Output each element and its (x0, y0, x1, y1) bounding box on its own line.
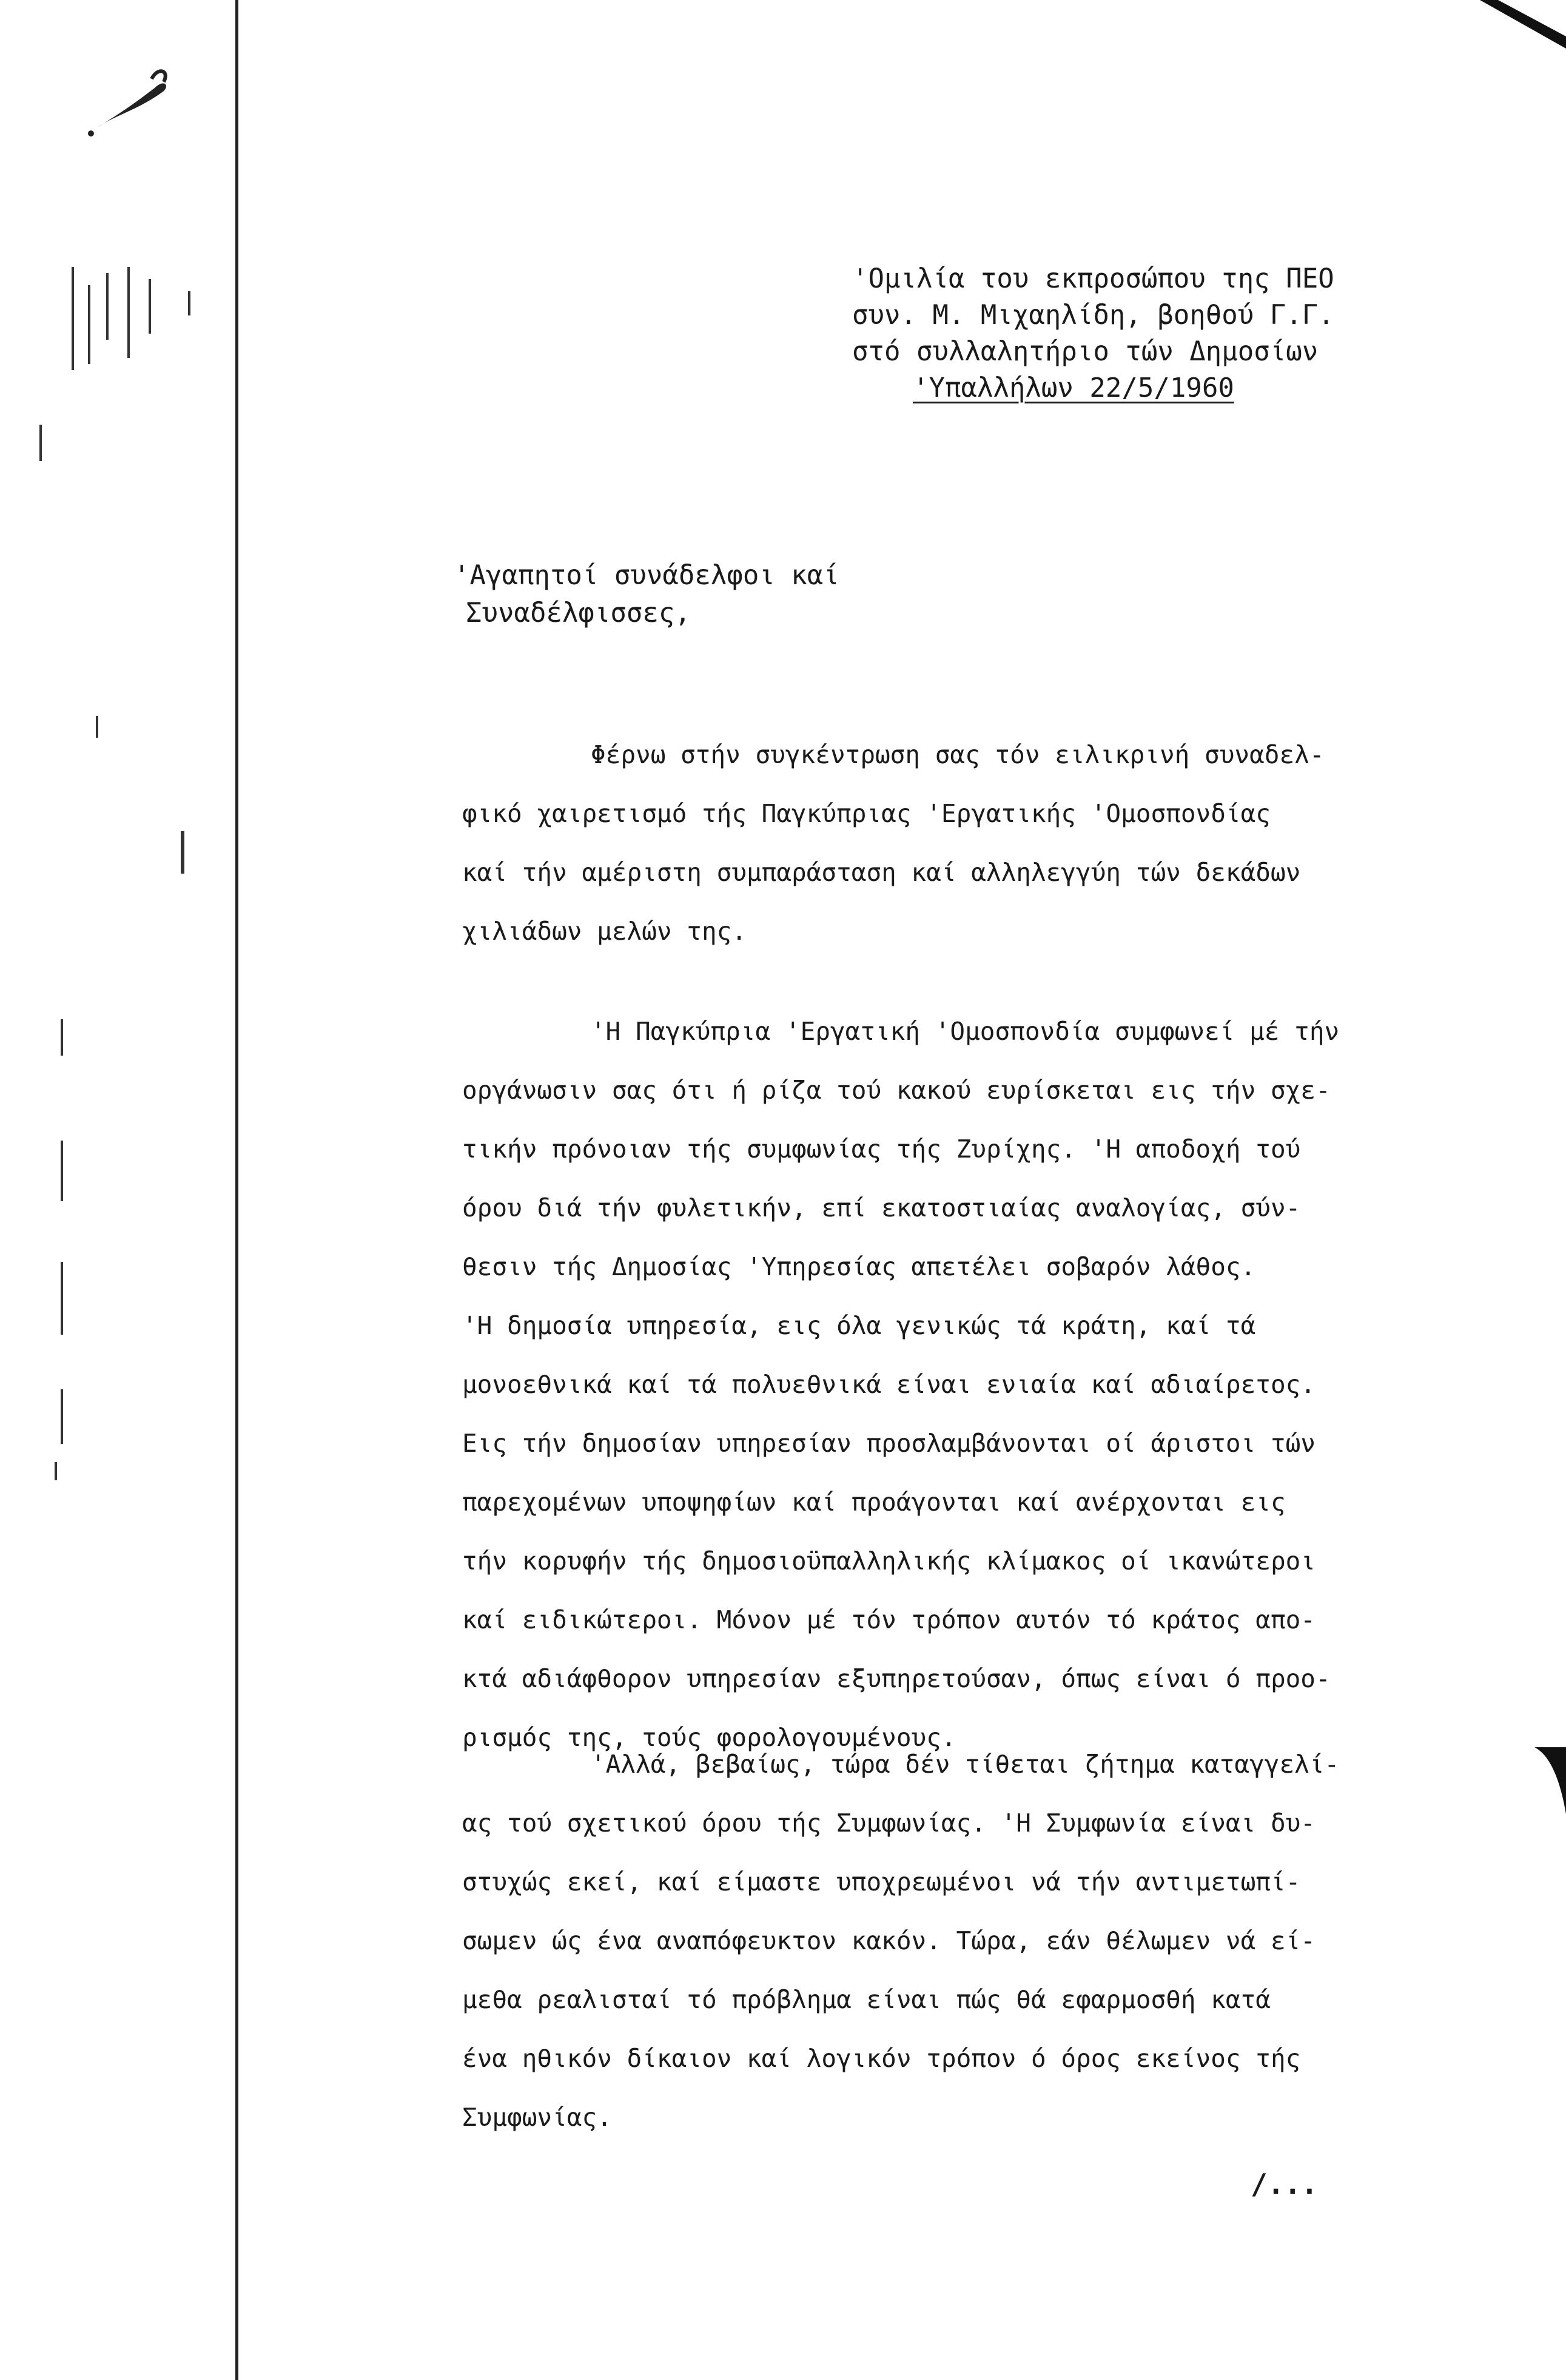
scan-mark (39, 425, 42, 461)
scan-mark (61, 1019, 63, 1056)
text-line: κτά αδιάφθορον υπηρεσίαν εξυπηρετούσαν, όπως είναι ό προο- (462, 1664, 1331, 1693)
text-line: Φέρνω στήν συγκέντρωση σας τόν ειλικρινή συναδελ- (591, 740, 1325, 769)
heading-date-line: 'Υπαλλήλων 22/5/1960 (913, 373, 1234, 403)
text-line: ένα ηθικόν δίκαιον καί λογικόν τρόπον ό όρος εκείνος τής (462, 2044, 1301, 2073)
scan-mark (181, 831, 184, 874)
scan-mark (127, 267, 130, 358)
text-line: όρου διά τήν φυλετικήν, επί εκατοστιαίας αναλογίας, σύν- (462, 1193, 1301, 1222)
text-line: Συμφωνίας. (462, 2103, 612, 2132)
text-line: μονοεθνικά καί τά πολυεθνικά είναι ενιαία καί αδιαίρετος. (462, 1370, 1316, 1399)
document-heading (852, 261, 1398, 406)
paragraph-3 (462, 1735, 1408, 2147)
scan-mark (88, 285, 90, 364)
paragraph-1 (462, 726, 1408, 961)
text-line: 'Η Παγκύπρια 'Εργατική 'Ομοσπονδία συμφωνεί μέ τήν (591, 1017, 1340, 1046)
scan-mark (61, 1262, 63, 1335)
scan-mark (61, 1141, 63, 1201)
corner-fold-mark (1480, 0, 1566, 55)
text-line: καί τήν αμέριστη συμπαράσταση καί αλληλεγγύη τών δεκάδων (462, 858, 1301, 887)
text-line: τήν κορυφήν τής δημοσιοϋπαλληλικής κλίμακος οί ικανώτεροι (462, 1546, 1316, 1576)
page-left-edge (235, 0, 238, 2380)
text-line: σωμεν ώς ένα αναπόφευκτον κακόν. Τώρα, εάν θέλωμεν νά εί- (462, 1926, 1316, 1955)
text-line: Εις τήν δημοσίαν υπηρεσίαν προσλαμβάνονται οί άριστοι τών (462, 1429, 1316, 1458)
scan-mark (96, 716, 98, 738)
text-line: καί ειδικώτεροι. Μόνον μέ τόν τρόπον αυτόν τό κράτος απο- (462, 1605, 1316, 1634)
text-line: ας τού σχετικού όρου τής Συμφωνίας. 'Η Συμφωνία είναι δυ- (462, 1809, 1316, 1838)
text-line: οργάνωσιν σας ότι ή ρίζα τού κακού ευρίσκεται εις τήν σχε- (462, 1076, 1331, 1105)
scan-mark (106, 273, 109, 340)
text-line: φικό χαιρετισμό τής Παγκύπριας 'Εργατικής 'Ομοσπονδίας (462, 799, 1271, 828)
text-line: παρεχομένων υποψηφίων καί προάγονται καί ανέρχονται εις (462, 1488, 1286, 1517)
heading-line: συν. Μ. Μιχαηλίδη, βοηθού Γ.Γ. (852, 300, 1334, 331)
paragraph-2 (462, 1002, 1408, 1767)
scan-mark (61, 1389, 63, 1444)
scan-mark (149, 279, 151, 334)
ink-blot-mark (73, 55, 182, 146)
text-line: μεθα ρεαλισταί τό πρόβλημα είναι πώς θά εφαρμοσθή κατά (462, 1985, 1271, 2014)
text-line: θεσιν τής Δημοσίας 'Υπηρεσίας απετέλει σοβαρόν λάθος. (462, 1252, 1256, 1281)
text-line: χιλιάδων μελών της. (462, 917, 747, 946)
salutation (454, 557, 839, 632)
continuation-mark: /... (1251, 2168, 1318, 2200)
scan-mark (188, 291, 190, 315)
text-line: 'Αλλά, βεβαίως, τώρα δέν τίθεται ζήτημα καταγγελί- (591, 1750, 1340, 1779)
scan-mark (55, 1462, 57, 1480)
salutation-line: 'Αγαπητοί συνάδελφοι καί (454, 560, 839, 591)
heading-line: στό συλλαλητήριο τών Δημοσίων (852, 336, 1319, 367)
scan-mark (72, 267, 74, 370)
heading-line: 'Ομιλία του εκπροσώπου της ΠΕΟ (852, 263, 1334, 294)
text-line: στυχώς εκεί, καί είμαστε υποχρεωμένοι νά τήν αντιμετωπί- (462, 1867, 1301, 1896)
text-line: τικήν πρόνοιαν τής συμφωνίας τής Ζυρίχης. 'Η αποδοχή τού (462, 1134, 1301, 1164)
edge-mark (1534, 1735, 1566, 1820)
text-line: ρισμός της, τούς φορολογουμένους. (462, 1723, 956, 1752)
text-line: 'Η δημοσία υπηρεσία, εις όλα γενικώς τά κράτη, καί τά (462, 1311, 1256, 1340)
salutation-line: Συναδέλφισσες, (466, 598, 691, 629)
